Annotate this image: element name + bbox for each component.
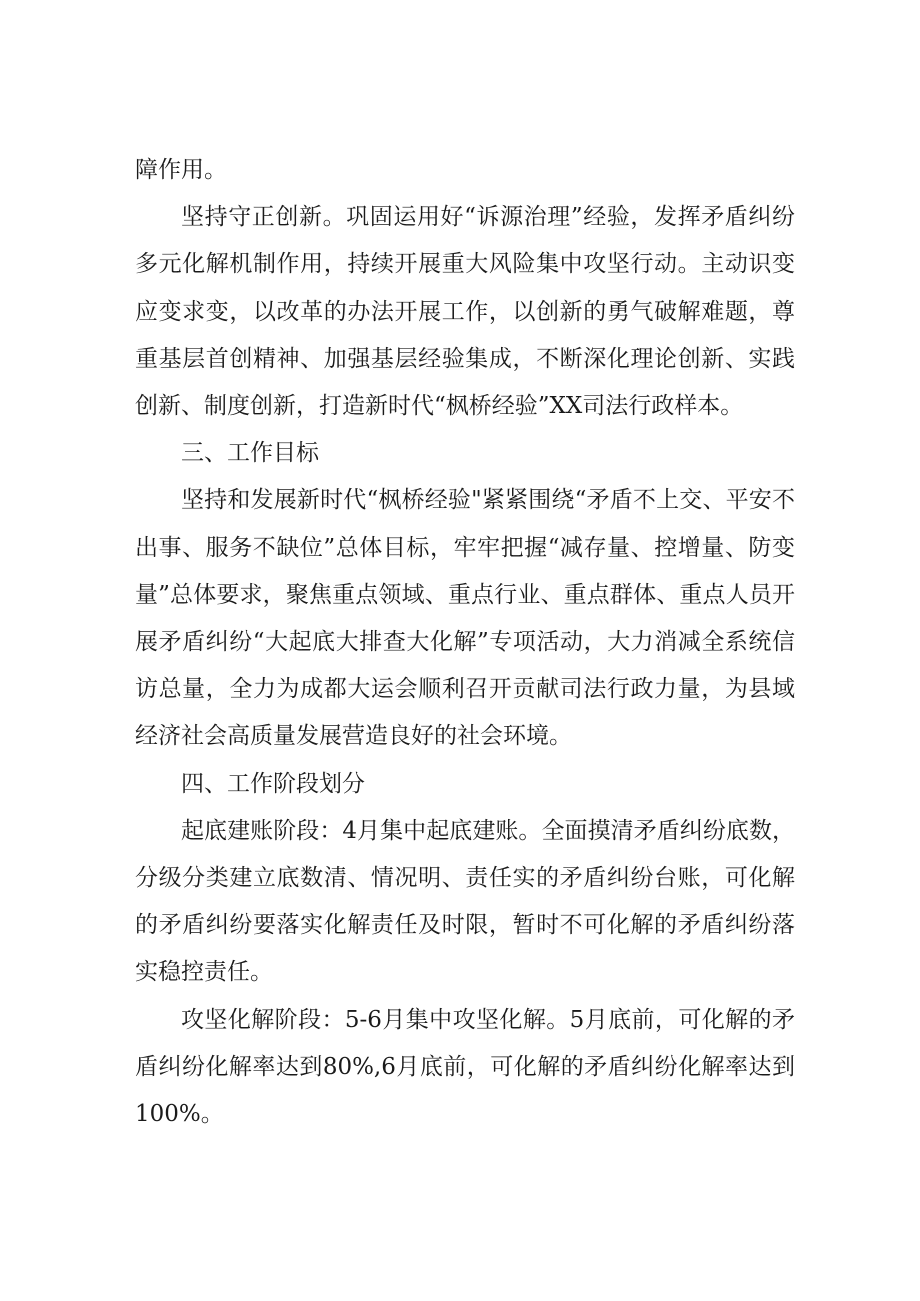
paragraph-innovation: 坚持守正创新。巩固运用好“诉源治理”经验，发挥矛盾纠纷多元化解机制作用，持续开展重大风险集中攻坚行动。主动识变应变求变，以改革的办法开展工作，以创新的勇气破解难题，尊重基层首创精神、加强基层经验集成，不断深化理论创新、实践创新、制度创新，打造新时代“枫桥经验”XX司法行政样本。 [135,204,795,420]
paragraph-stage-ledger: 起底建账阶段：4月集中起底建账。全面摸清矛盾纠纷底数，分级分类建立底数清、情况明、责任实的矛盾纠纷台账，可化解的矛盾纠纷要落实化解责任及时限，暂时不可化解的矛盾纠纷落实稳控责任。 [135,817,795,986]
section-heading-goals: 三、工作目标 [181,440,319,467]
paragraph-goals: 坚持和发展新时代“枫桥经验"紧紧围绕“矛盾不上交、平安不出事、服务不缺位”总体目标，牢牢把握“减存量、控增量、防变量”总体要求，聚焦重点领域、重点行业、重点群体、重点人员开展矛盾纠纷“大起底大排查大化解”专项活动，大力消减全系统信访总量，全力为成都大运会顺利召开贡献司法行政力量，为县域经济社会高质量发展营造良好的社会环境。 [135,487,795,750]
paragraph-stage-resolution: 攻坚化解阶段：5-6月集中攻坚化解。5月底前，可化解的矛盾纠纷化解率达到80%,6月底前，可化解的矛盾纠纷化解率达到100%。 [135,1006,795,1128]
document-body [135,147,795,1138]
section-heading-stages: 四、工作阶段划分 [181,770,365,797]
paragraph-continuation: 障作用。 [135,157,227,183]
